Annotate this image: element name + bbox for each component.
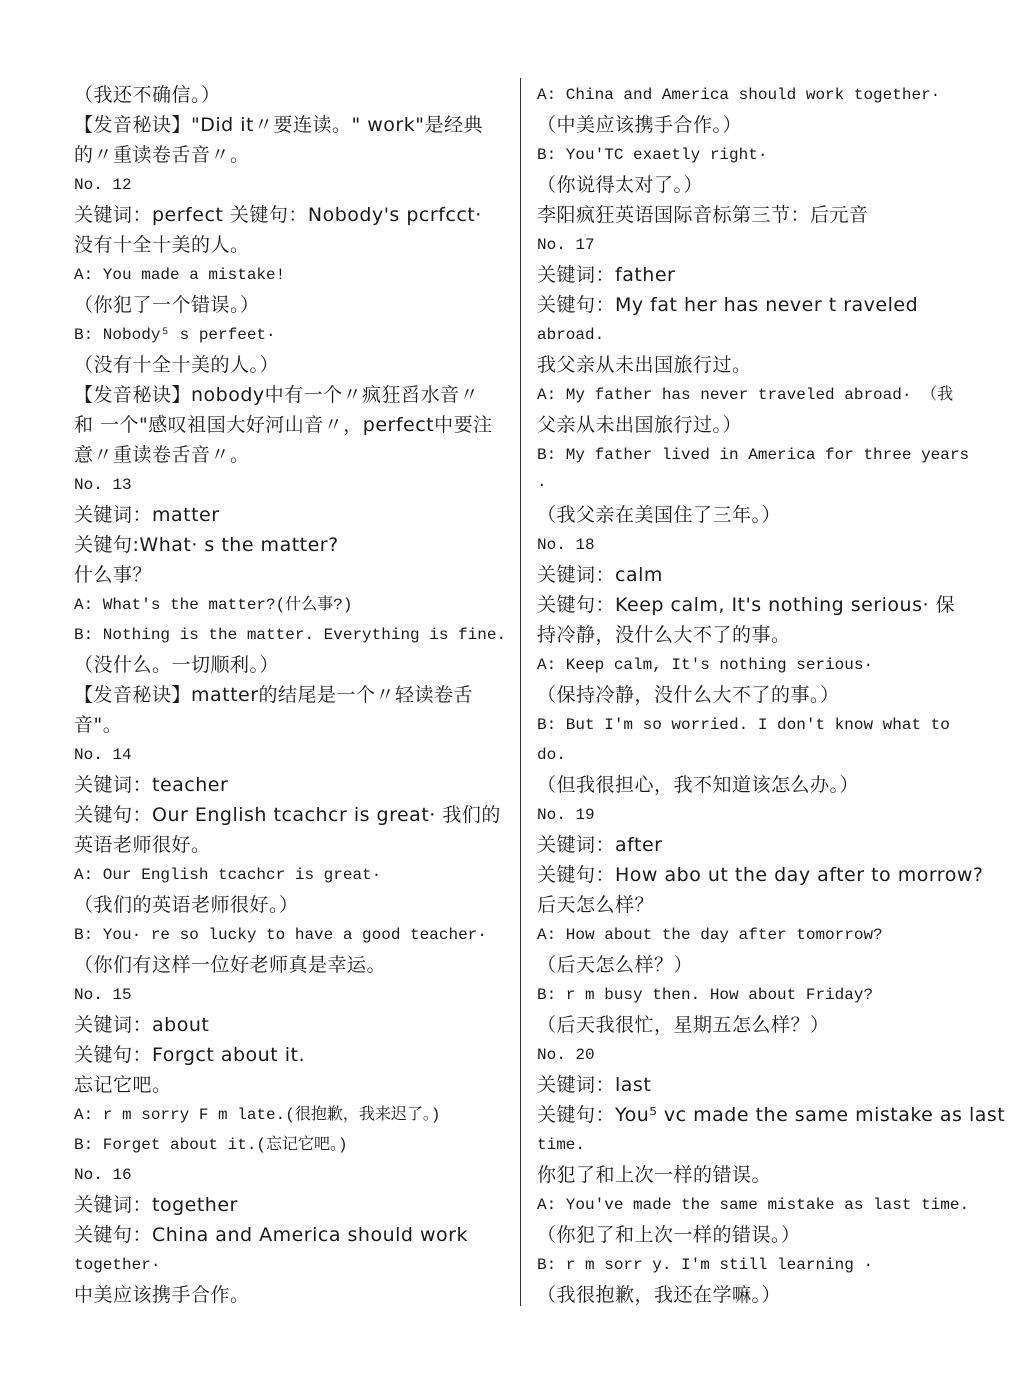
right-column-line: No. 19 (537, 806, 595, 824)
left-column-line: 关键词：together (74, 1194, 238, 1216)
left-column-line: （没有十全十美的人。） (74, 354, 280, 376)
left-column-line: 中美应该携手合作。 (74, 1284, 250, 1306)
right-column (537, 80, 1006, 1310)
left-column-line: 【发音秘诀】matter的结尾是一个〃轻读卷舌 (74, 684, 474, 706)
left-column-line: 关键句：China and America should work (74, 1224, 468, 1246)
right-column-line: 李阳疯狂英语国际音标第三节：后元音 (537, 204, 869, 226)
right-column-line: abroad. (537, 326, 605, 344)
right-column-line: No. 17 (537, 236, 595, 254)
right-column-line: （我父亲在美国住了三年。） (537, 504, 782, 526)
right-column-line: 关键句：Keep calm, It's nothing serious· 保 (537, 594, 956, 616)
left-column-line: No. 16 (74, 1166, 132, 1184)
right-column-line: No. 20 (537, 1046, 595, 1064)
left-column-line: （没什么。一切顺利。） (74, 654, 280, 676)
left-column-line: 音"。 (74, 714, 123, 736)
right-column-line: · (537, 476, 547, 494)
right-column-line: 我父亲从未出国旅行过。 (537, 354, 752, 376)
left-column-line: 【发音秘诀】nobody中有一个〃疯狂舀水音〃 (74, 384, 480, 406)
right-column-line: A: You've made the same mistake as last time. (537, 1196, 970, 1214)
right-column-line: 关键词：after (537, 834, 663, 856)
left-column-line: No. 14 (74, 746, 132, 764)
right-column-line: 关键词：last (537, 1074, 652, 1096)
left-column (74, 80, 514, 1310)
right-column-line: 关键词：calm (537, 564, 663, 586)
left-column-line: 忘记它吧。 (74, 1074, 172, 1096)
right-column-line: do. (537, 746, 566, 764)
right-column-line: 父亲从未出国旅行过。） (537, 414, 743, 436)
right-column-line: B: My father lived in America for three years (537, 446, 970, 464)
right-column-line: B: r m sorr y. I'm still learning · (537, 1256, 874, 1274)
right-column-line: A: China and America should work together· (537, 86, 941, 104)
left-column-line: No. 12 (74, 176, 132, 194)
right-column-line: B: But I'm so worried. I don't know what to (537, 716, 950, 734)
right-column-line: 关键句：My fat her has never t raveled (537, 294, 919, 316)
right-column-line: A: My father has never traveled abroad· （我 (537, 386, 954, 404)
left-column-line: A: Our English tcachcr is great· (74, 866, 382, 884)
left-column-line: together· (74, 1256, 161, 1274)
right-column-line: B: You'TC exaetly right· (537, 146, 768, 164)
left-column-line: 的〃重读卷舌音〃。 (74, 144, 250, 166)
right-column-line: time. (537, 1136, 586, 1154)
left-column-line: 什么事？ (74, 564, 153, 586)
left-column-line: 关键句：Forgct about it. (74, 1044, 305, 1066)
left-column-line: B: Nobody⁵ s perfeet· (74, 326, 276, 344)
left-column-line: 关键词：matter (74, 504, 220, 526)
left-column-line: A: You made a mistake! (74, 266, 286, 284)
right-column-line: No. 18 (537, 536, 595, 554)
left-column-line: No. 15 (74, 986, 132, 1004)
right-column-line: A: Keep calm, It's nothing serious· (537, 656, 874, 674)
left-column-line: 英语老师很好。 (74, 834, 211, 856)
right-column-line: 关键句：How abo ut the day after to morrow? (537, 864, 984, 886)
left-column-line: （你们有这样一位好老师真是幸运。 (74, 954, 387, 976)
left-column-line: 【发音秘诀】"Did it〃要连读。" work"是经典 (74, 114, 483, 136)
left-column-line: （我们的英语老师很好。） (74, 894, 299, 916)
left-column-line: A: What's the matter?(什么事?) (74, 596, 353, 614)
right-column-line: 关键句：You⁵ vc made the same mistake as last (537, 1104, 1006, 1126)
left-column-line: 关键词：perfect 关键句：Nobody's pcrfcct· (74, 204, 482, 226)
right-column-line: （后天怎么样？） (537, 954, 694, 976)
right-column-line: （你说得太对了。） (537, 174, 704, 196)
left-column-line: 和 一个"感叹祖国大好河山音〃，perfect中要注 (74, 414, 493, 436)
column-divider (520, 78, 521, 1306)
right-column-line: 你犯了和上次一样的错误。 (537, 1164, 772, 1186)
right-column-line: 后天怎么样？ (537, 894, 655, 916)
left-column-line: 关键句:What· s the matter? (74, 534, 339, 556)
right-column-line: 持冷静，没什么大不了的事。 (537, 624, 791, 646)
right-column-line: （中美应该携手合作。） (537, 114, 743, 136)
right-column-line: 关键词：father (537, 264, 676, 286)
left-column-line: A: r m sorry F m late.(很抱歉，我来迟了。) (74, 1106, 441, 1124)
left-column-line: （我还不确信。） (74, 84, 221, 106)
right-column-line: （我很抱歉，我还在学嘛。） (537, 1284, 782, 1306)
right-column-line: A: How about the day after tomorrow? (537, 926, 883, 944)
left-column-line: B: Nothing is the matter. Everything is fine. (74, 626, 507, 644)
right-column-line: B: r m busy then. How about Friday? (537, 986, 874, 1004)
right-column-line: （后天我很忙，星期五怎么样？） (537, 1014, 830, 1036)
left-column-line: B: You· re so lucky to have a good teacher· (74, 926, 487, 944)
left-column-line: No. 13 (74, 476, 132, 494)
left-column-line: 关键句：Our English tcachcr is great· 我们的 (74, 804, 501, 826)
left-column-line: 关键词：about (74, 1014, 210, 1036)
left-column-line: 意〃重读卷舌音〃。 (74, 444, 250, 466)
right-column-line: （你犯了和上次一样的错误。） (537, 1224, 801, 1246)
left-column-line: 没有十全十美的人。 (74, 234, 250, 256)
left-column-line: （你犯了一个错误。） (74, 294, 260, 316)
left-column-line: B: Forget about it.(忘记它吧。) (74, 1136, 348, 1154)
right-column-line: （但我很担心，我不知道该怎么办。） (537, 774, 860, 796)
right-column-line: （保持冷静，没什么大不了的事。） (537, 684, 840, 706)
left-column-line: 关键词：teacher (74, 774, 229, 796)
